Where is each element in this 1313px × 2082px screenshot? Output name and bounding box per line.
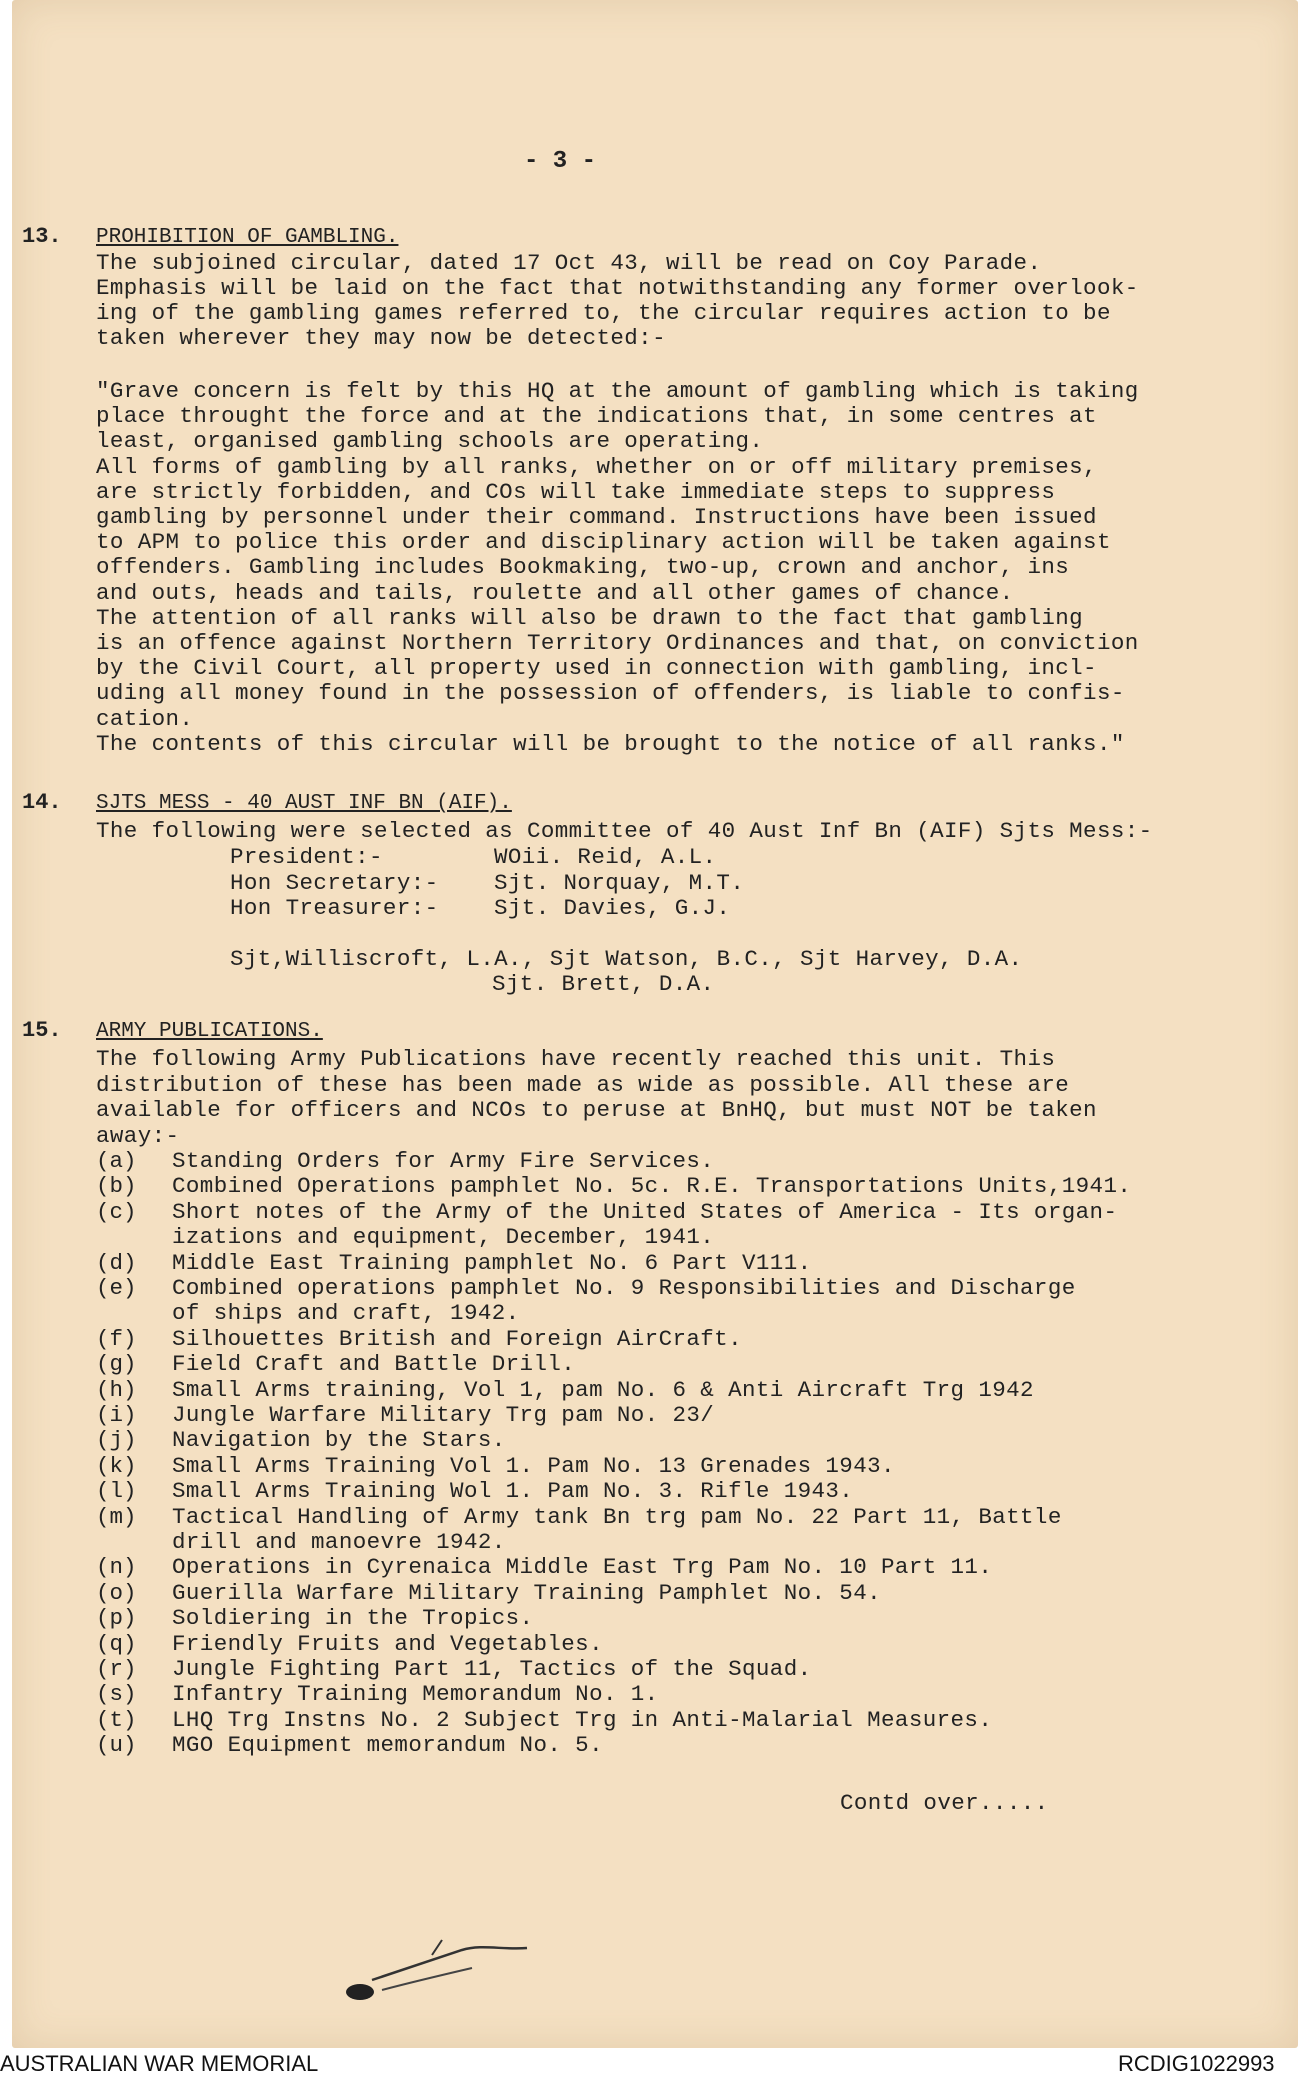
publication-title: Silhouettes British and Foreign AirCraft. xyxy=(172,1325,742,1352)
page-number: - 3 - xyxy=(524,148,597,175)
publication-title: drill and manoevre 1942. xyxy=(172,1529,506,1555)
circular-quote-line: and outs, heads and tails, roulette and all other games of chance. xyxy=(96,579,1014,606)
section-14-intro: The following were selected as Committee of 40 Aust Inf Bn (AIF) Sjts Mess:- xyxy=(96,818,1153,844)
publication-title: Guerilla Warfare Military Training Pamphlet No. 54. xyxy=(172,1579,882,1606)
mess-members-line-1: Sjt,Williscroft, L.A., Sjt Watson, B.C., Sjt Harvey, D.A. xyxy=(230,946,1023,972)
section-13-number: 13. xyxy=(22,224,62,249)
handwritten-signature-mark xyxy=(312,1920,572,2010)
publication-title: Small Arms Training Wol 1. Pam No. 3. Rifle 1943. xyxy=(172,1478,854,1505)
circular-quote-line: by the Civil Court, all property used in connection with gambling, incl- xyxy=(96,655,1097,682)
publication-label: (o) xyxy=(96,1579,137,1606)
publication-label: (m) xyxy=(96,1503,137,1530)
publication-title: Soldiering in the Tropics. xyxy=(172,1605,534,1632)
publication-label: (u) xyxy=(96,1732,137,1759)
circular-quote-line: are strictly forbidden, and COs will take immediate steps to suppress xyxy=(96,478,1056,505)
document-page xyxy=(12,0,1298,2048)
officer-name: Sjt. Davies, G.J. xyxy=(494,895,731,921)
publication-label: (e) xyxy=(96,1275,137,1301)
publication-title: Short notes of the Army of the United States of America - Its organ- xyxy=(172,1198,1118,1225)
publication-label: (q) xyxy=(96,1630,137,1657)
circular-quote-line: least, organised gambling schools are operating. xyxy=(96,428,764,455)
publication-title: Tactical Handling of Army tank Bn trg pam No. 22 Part 11, Battle xyxy=(172,1503,1062,1530)
publication-label: (n) xyxy=(96,1554,137,1581)
section-13-heading: PROHIBITION OF GAMBLING. xyxy=(96,226,399,249)
section-13-intro-line: taken wherever they may now be detected:- xyxy=(96,325,666,351)
publication-label: (p) xyxy=(96,1605,137,1632)
publication-title: Standing Orders for Army Fire Services. xyxy=(172,1148,715,1174)
section-13-intro-line: ing of the gambling games referred to, the circular requires action to be xyxy=(96,300,1111,326)
publication-title: Combined operations pamphlet No. 9 Responsibilities and Discharge xyxy=(172,1275,1076,1301)
continued-note: Contd over..... xyxy=(840,1790,1049,1816)
publication-label: (l) xyxy=(96,1478,137,1505)
publication-title: of ships and craft, 1942. xyxy=(172,1300,520,1327)
officer-role: Hon Treasurer:- xyxy=(230,895,439,921)
circular-quote-line: cation. xyxy=(96,705,194,732)
circular-quote-line: is an offence against Northern Territory Ordinances and that, on conviction xyxy=(96,630,1139,656)
circular-quote-line: All forms of gambling by all ranks, whether on or off military premises, xyxy=(96,453,1097,480)
publication-title: Jungle Fighting Part 11, Tactics of the Squad. xyxy=(172,1656,812,1682)
mess-members-line-2: Sjt. Brett, D.A. xyxy=(492,971,715,997)
publication-label: (i) xyxy=(96,1402,137,1428)
circular-quote-line: uding all money found in the possession of offenders, is liable to confis- xyxy=(96,680,1125,707)
publication-title: Jungle Warfare Military Trg pam No. 23/ xyxy=(172,1402,715,1428)
circular-quote-line: The contents of this circular will be brought to the notice of all ranks." xyxy=(96,730,1125,757)
publication-title: MGO Equipment memorandum No. 5. xyxy=(172,1732,603,1759)
publication-title: Small Arms Training Vol 1. Pam No. 13 Grenades 1943. xyxy=(172,1452,895,1479)
section-13-intro-line: The subjoined circular, dated 17 Oct 43, will be read on Coy Parade. xyxy=(96,250,1042,276)
publication-label: (d) xyxy=(96,1249,137,1276)
publication-title: Combined Operations pamphlet No. 5c. R.E. Transportations Units,1941. xyxy=(172,1173,1132,1200)
circular-quote-line: "Grave concern is felt by this HQ at the amount of gambling which is taking xyxy=(96,378,1139,404)
footer-archive-name: AUSTRALIAN WAR MEMORIAL xyxy=(0,2051,319,2076)
publication-label: (c) xyxy=(96,1198,137,1225)
circular-quote-line: offenders. Gambling includes Bookmaking, two-up, crown and anchor, ins xyxy=(96,554,1070,581)
publication-label: (t) xyxy=(96,1706,137,1733)
section-15-intro-line: The following Army Publications have recently reached this unit. This xyxy=(96,1046,1056,1072)
publication-title: izations and equipment, December, 1941. xyxy=(172,1224,715,1251)
publication-title: Infantry Training Memorandum No. 1. xyxy=(172,1681,659,1708)
circular-quote-line: The attention of all ranks will also be drawn to the fact that gambling xyxy=(96,604,1084,631)
section-15-intro-line: away:- xyxy=(96,1122,180,1149)
officer-role: President:- xyxy=(230,844,383,870)
publication-title: Navigation by the Stars. xyxy=(172,1427,506,1454)
publication-label: (f) xyxy=(96,1325,137,1352)
officer-name: WOii. Reid, A.L. xyxy=(494,844,717,870)
publication-label: (s) xyxy=(96,1681,137,1708)
publication-label: (r) xyxy=(96,1656,137,1682)
circular-quote-line: gambling by personnel under their command. Instructions have been issued xyxy=(96,504,1097,530)
section-15-intro-line: available for officers and NCOs to peruse at BnHQ, but must NOT be taken xyxy=(96,1097,1097,1123)
footer-record-id: RCDIG1022993 xyxy=(1118,2051,1275,2076)
publication-title: Friendly Fruits and Vegetables. xyxy=(172,1630,603,1657)
officer-role: Hon Secretary:- xyxy=(230,869,439,896)
publication-label: (a) xyxy=(96,1148,137,1174)
publication-title: LHQ Trg Instns No. 2 Subject Trg in Anti-Malarial Measures. xyxy=(172,1706,993,1733)
section-14-heading: SJTS MESS - 40 AUST INF BN (AIF). xyxy=(96,792,512,815)
officer-name: Sjt. Norquay, M.T. xyxy=(494,869,745,896)
section-14-number: 14. xyxy=(22,790,62,815)
publication-label: (h) xyxy=(96,1376,137,1403)
section-13-intro-line: Emphasis will be laid on the fact that notwithstanding any former overlook- xyxy=(96,275,1139,301)
publication-label: (j) xyxy=(96,1427,137,1454)
circular-quote-line: to APM to police this order and disciplinary action will be taken against xyxy=(96,529,1111,556)
section-15-intro-line: distribution of these has been made as wide as possible. All these are xyxy=(96,1071,1070,1098)
section-15-heading: ARMY PUBLICATIONS. xyxy=(96,1020,323,1043)
publication-label: (k) xyxy=(96,1452,137,1479)
publication-title: Field Craft and Battle Drill. xyxy=(172,1351,576,1378)
publication-title: Small Arms training, Vol 1, pam No. 6 & Anti Aircraft Trg 1942 xyxy=(172,1376,1034,1403)
publication-title: Middle East Training pamphlet No. 6 Part V111. xyxy=(172,1249,812,1276)
section-15-number: 15. xyxy=(22,1018,62,1043)
circular-quote-line: place throught the force and at the indications that, in some centres at xyxy=(96,403,1097,430)
publication-label: (b) xyxy=(96,1173,137,1200)
publication-title: Operations in Cyrenaica Middle East Trg Pam No. 10 Part 11. xyxy=(172,1554,993,1581)
publication-label: (g) xyxy=(96,1351,137,1378)
